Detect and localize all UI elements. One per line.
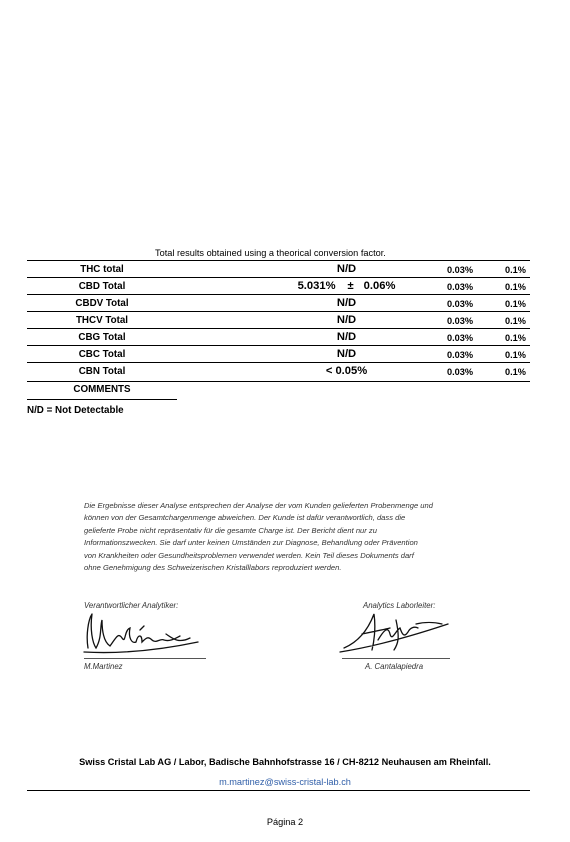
disclaimer-line: Die Ergebnisse dieser Analyse entsprechen der Analyse der vom Kunden gelieferten Probenmenge und — [84, 501, 433, 510]
cannabinoid-value: N/D — [336, 263, 357, 275]
lod-value: 0.03% — [447, 316, 474, 326]
footer-rule — [27, 790, 530, 791]
cannabinoid-value: N/D — [336, 297, 357, 309]
cannabinoid-name: CBD Total — [78, 281, 126, 292]
disclaimer-text — [84, 500, 484, 574]
disclaimer-line: von Krankheiten oder Gesundheitsproblemen verwendet werden. Kein Teil dieses Dokuments darf — [84, 550, 414, 560]
loq-value: 0.1% — [505, 316, 526, 326]
lod-value: 0.03% — [447, 333, 474, 343]
loq-value: 0.1% — [505, 265, 526, 275]
disclaimer-line: ohne Genehmigung des Schweizerischen Kristalllabors reproduziert werden. — [84, 563, 342, 573]
director-signature-line — [342, 658, 450, 659]
disclaimer-line: Informationszwecken. Sie darf unter keinen Umständen zur Diagnose, Behandlung oder Prävention — [84, 538, 418, 548]
cannabinoid-name: CBG Total — [78, 332, 126, 343]
loq-value: 0.1% — [505, 299, 526, 309]
lod-value: 0.03% — [447, 265, 474, 275]
table-row — [27, 260, 530, 278]
cannabinoid-value: N/D — [336, 348, 357, 360]
table-row — [27, 362, 530, 380]
cannabinoid-name: THCV Total — [75, 315, 129, 326]
analyst-signature-line — [84, 658, 206, 659]
table-bottom-rule — [27, 381, 530, 382]
table-row — [27, 345, 530, 363]
uncertainty-value: 0.06% — [363, 280, 396, 292]
lod-value: 0.03% — [447, 282, 474, 292]
cannabinoid-name: CBDV Total — [75, 298, 129, 309]
comments-heading: COMMENTS — [73, 384, 131, 395]
cannabinoid-value: N/D — [336, 314, 357, 326]
table-row — [27, 311, 530, 329]
cannabinoid-name: THC total — [80, 264, 124, 275]
nd-legend: N/D = Not Detectable — [27, 405, 124, 416]
disclaimer-line: können von der Gesamtchargenmenge abweichen. Der Kunde ist dafür verantwortlich, dass die — [84, 513, 406, 523]
page-number: Página 2 — [266, 817, 304, 827]
analyst-label: Verantwortlicher Analytiker: — [84, 601, 179, 610]
loq-value: 0.1% — [505, 333, 526, 343]
contact-email-link[interactable]: m.martinez@swiss-cristal-lab.ch — [219, 777, 351, 787]
lod-value: 0.03% — [447, 299, 474, 309]
cannabinoid-value: 5.031% ± 0.06% — [297, 280, 396, 292]
results-intro-text: Total results obtained using a theorical conversion factor. — [155, 248, 386, 258]
cannabinoid-value: N/D — [336, 331, 357, 343]
loq-value: 0.1% — [505, 282, 526, 292]
lod-value: 0.03% — [447, 350, 474, 360]
director-name: A. Cantalapiedra — [365, 662, 424, 671]
loq-value: 0.1% — [505, 367, 526, 377]
disclaimer-line: gelieferte Probe nicht repräsentativ für die gesamte Charge ist. Der Bericht dient nur zu — [84, 525, 377, 535]
table-row — [27, 294, 530, 312]
analyst-signature — [80, 608, 205, 658]
cannabinoid-name: CBC Total — [78, 349, 126, 360]
lod-value: 0.03% — [447, 367, 474, 377]
cannabinoid-value: < 0.05% — [325, 365, 368, 377]
table-row — [27, 328, 530, 346]
table-row — [27, 277, 530, 295]
director-signature — [338, 604, 453, 656]
analyst-name: M.Martinez — [84, 662, 123, 671]
lab-director-label: Analytics Laborleiter: — [363, 601, 436, 610]
loq-value: 0.1% — [505, 350, 526, 360]
comments-rule — [27, 399, 177, 400]
plus-minus-sign: ± — [347, 280, 354, 292]
cannabinoid-name: CBN Total — [78, 366, 126, 377]
lab-address: Swiss Cristal Lab AG / Labor, Badische Bahnhofstrasse 16 / CH-8212 Neuhausen am Rheinfall. — [79, 757, 491, 767]
